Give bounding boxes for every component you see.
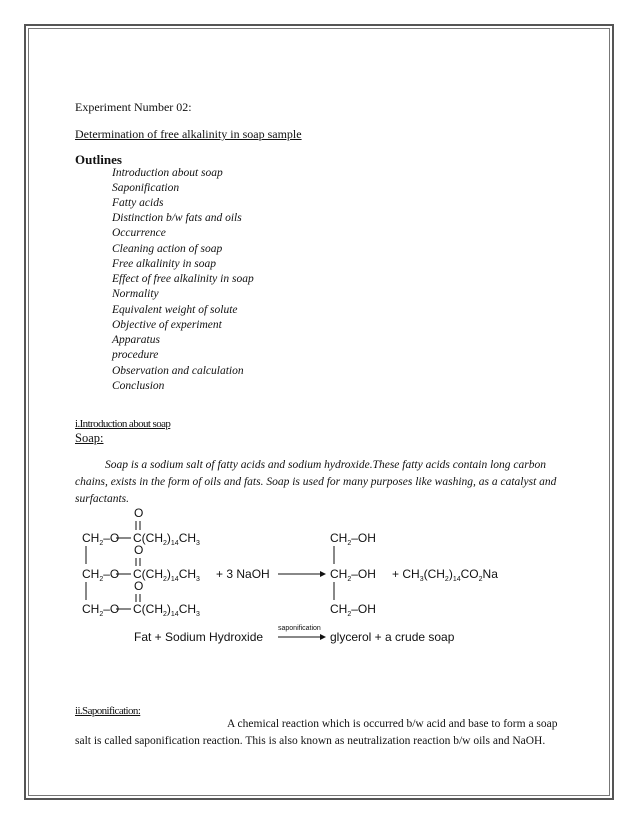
carbonyl-o-1: O — [134, 506, 144, 520]
list-item-label: Equivalent weight of solute — [112, 304, 238, 316]
section-heading-introduction: i.Introduction about soap — [75, 418, 171, 430]
list-item-label: Cleaning action of soap — [112, 243, 223, 255]
experiment-title: Determination of free alkalinity in soap sample — [75, 127, 302, 141]
list-item-label: Distinction b/w fats and oils — [112, 212, 242, 224]
section-subheading-soap: Soap: — [75, 431, 104, 445]
caption-products: glycerol + a crude soap — [330, 630, 455, 644]
list-item-label: procedure — [112, 349, 159, 361]
experiment-number: Experiment Number 02: — [75, 100, 192, 114]
list-item-label: Free alkalinity in soap — [112, 258, 217, 270]
list-item-label: Saponification — [112, 182, 180, 194]
glycerol-row-2: $CH_2-OH$ — [330, 567, 376, 583]
saponification-reaction-diagram — [72, 500, 572, 650]
list-item-label: Fatty acids — [112, 197, 164, 209]
glycerol-row-1: $CH_2-OH$ — [330, 531, 376, 547]
saponification-paragraph-line2: salt is called saponification reaction. This is also known as neutralization reaction b/w oils and NaOH. — [75, 735, 546, 747]
list-item-label: Occurrence — [112, 227, 166, 239]
carbonyl-o-2: O — [134, 543, 144, 557]
reagent-naoh: + 3 NaOH — [216, 567, 270, 581]
outlines-heading: Outlines — [75, 152, 122, 167]
formula-row-3: $CH_2-O$ — [82, 602, 120, 618]
caption-saponification: saponification — [278, 625, 321, 632]
list-item-label: Objective of experiment — [112, 319, 222, 331]
caption-reactants: Fat + Sodium Hydroxide — [134, 630, 264, 644]
glycerol-row-3: $CH_2-OH$ — [330, 602, 376, 618]
list-item-label: Apparatus — [112, 334, 160, 346]
soap-product-formula: + $CH_3(CH_2)_{14}CO_2Na$ — [392, 567, 498, 583]
list-item-label: Observation and calculation — [112, 365, 244, 377]
saponification-paragraph-line1: A chemical reaction which is occurred b/w acid and base to form a soap — [227, 718, 558, 730]
formula-row-2: $CH_2-O$ — [82, 567, 120, 583]
list-item-label: Normality — [112, 288, 159, 300]
list-item-label: Conclusion — [112, 380, 165, 392]
acyl-row-2: $C(CH_2)_{14}CH_3$ — [133, 567, 200, 583]
carbonyl-o-3: O — [134, 579, 144, 593]
formula-row-1: $CH_2-O$ — [82, 531, 120, 547]
acyl-row-3: $C(CH_2)_{14}CH_3$ — [133, 602, 200, 618]
list-item-label: Effect of free alkalinity in soap — [112, 273, 254, 285]
acyl-row-1: $C(CH_2)_{14}CH_3$ — [133, 531, 200, 547]
page-border-inner — [28, 28, 610, 796]
list-item-label: Introduction about soap — [112, 167, 223, 179]
section-heading-saponification: ii.Saponification: — [75, 705, 141, 717]
soap-paragraph: Soap is a sodium salt of fatty acids and sodium hydroxide.These fatty acids contain long carbon chains, exists in the form of oils and fats. Soap is used for many purposes like washing, as a catalyst and surfactants. — [75, 459, 557, 505]
